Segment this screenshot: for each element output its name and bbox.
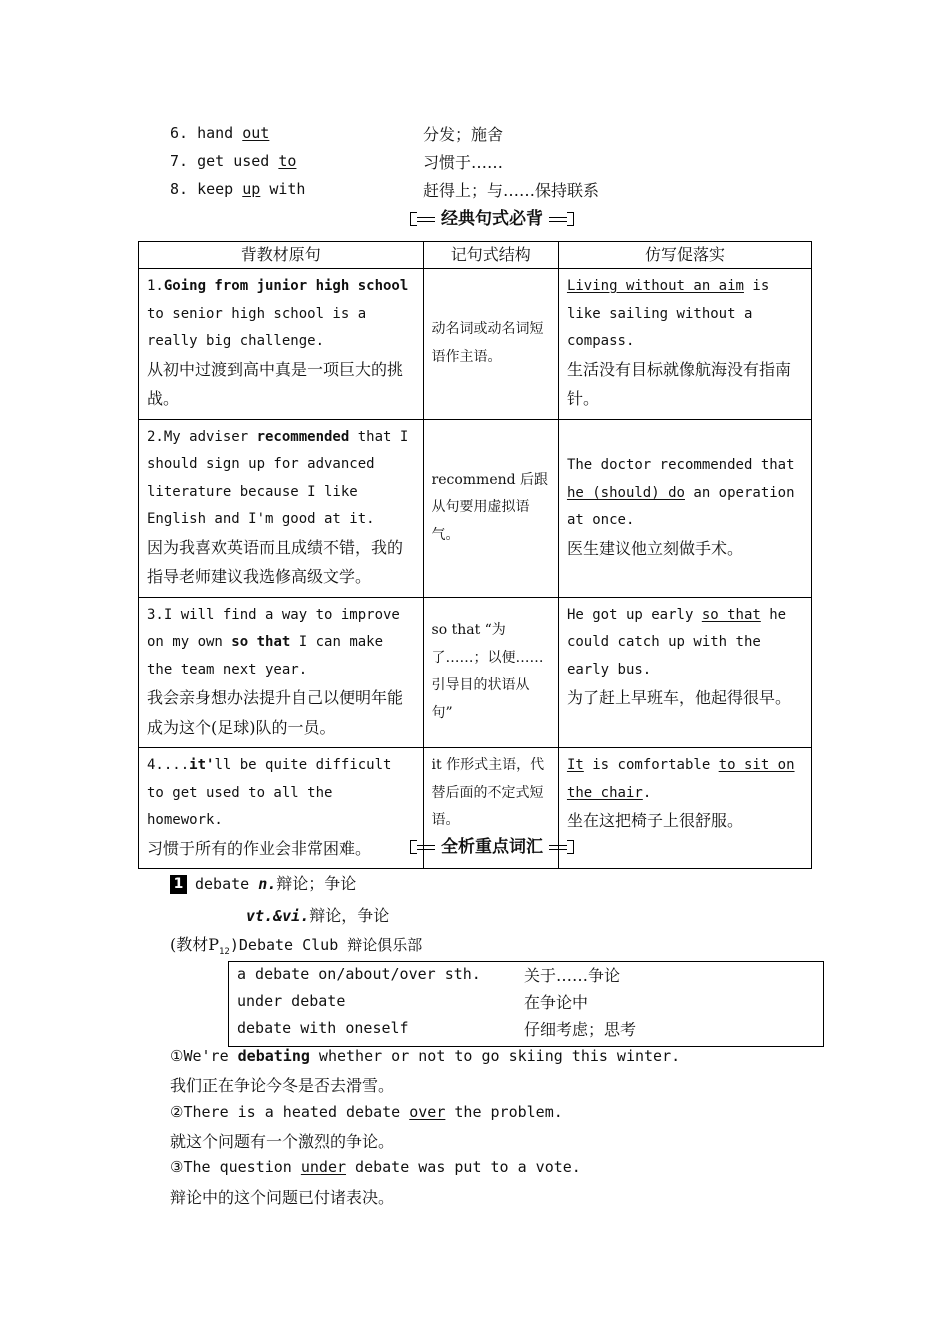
imitation-sentence: It is comfortable to sit on the chair. 坐在这把椅子上很舒服。	[558, 748, 811, 869]
table-header: 仿写促落实	[558, 242, 811, 269]
sentence-structure: so that “为了……；以便……引导目的状语从句”	[423, 597, 558, 748]
word-meaning: 辩论，争论	[309, 906, 390, 925]
collocation-row: debate with oneself 仔细考虑；思考	[237, 1019, 637, 1039]
example-translation: 我们正在争论今冬是否去滑雪。	[170, 1076, 395, 1095]
phrase-meaning: 分发；施舍	[423, 125, 504, 144]
sentence-structure: 动名词或动名词短语作主语。	[423, 269, 558, 420]
textbook-source: (教材$P_{12})Debate$ Club 辩论俱乐部	[170, 935, 423, 957]
table-header: 记句式结构	[423, 242, 558, 269]
word-entry-header	[170, 871, 356, 894]
imitation-sentence: Living without an aim is like sailing without a compass. 生活没有目标就像航海没有指南针。	[558, 269, 811, 420]
sentence-structure: recommend 后跟从句要用虚拟语气。	[423, 419, 558, 597]
imitation-sentence: He got up early so that he could catch up with the early bus. 为了赶上早班车，他起得很早。	[558, 597, 811, 748]
sentence-structure: it 作形式主语，代替后面的不定式短语。	[423, 748, 558, 869]
section-title-sentences: 经典句式必背	[410, 208, 574, 234]
collocation-row: a debate on/about/over sth. 关于……争论	[237, 965, 621, 985]
word-index-badge: 1	[170, 875, 187, 894]
example-sentence: ①We're debating whether or not to go skiing this winter.	[170, 1047, 681, 1065]
example-sentence: ②There is a heated debate over the problem.	[170, 1103, 563, 1121]
phrase-english: 6. hand out	[170, 124, 270, 142]
section-title-vocabulary: 全析重点词汇	[410, 836, 574, 862]
collocation-row: under debate 在争论中	[237, 992, 589, 1012]
table-row	[139, 419, 812, 597]
phrase-meaning: 习惯于……	[423, 153, 504, 172]
table-header-row	[139, 242, 812, 269]
table-row	[139, 269, 812, 420]
phrase-english: 8. keep up with	[170, 180, 306, 198]
phrase-item	[170, 180, 670, 204]
textbook-sentence: 1.Going from junior high school to senior high school is a really big challenge. 从初中过渡到高中真是一项巨大的挑战。	[139, 269, 424, 420]
example-translation: 就这个问题有一个激烈的争论。	[170, 1132, 395, 1151]
textbook-sentence: 2.My adviser recommended that I should sign up for advanced literature because I like English and I'm good at it. 因为我喜欢英语而且成绩不错，我的指导老师建议我选修高级文学。	[139, 419, 424, 597]
phrase-meaning: 赶得上；与……保持联系	[423, 181, 600, 200]
collocation-box	[228, 961, 824, 1047]
example-translation: 辩论中的这个问题已付诸表决。	[170, 1188, 395, 1207]
imitation-sentence: The doctor recommended that he (should) do an operation at once. 医生建议他立刻做手术。	[558, 419, 811, 597]
phrase-item	[170, 152, 670, 176]
headword: debate	[195, 875, 250, 893]
phrase-item	[170, 124, 670, 148]
textbook-sentence: 4....it'll be quite difficult to get used to all the homework. 习惯于所有的作业会非常困难。	[139, 748, 424, 869]
table-header: 背教材原句	[139, 242, 424, 269]
word-meaning: 辩论；争论	[276, 874, 357, 893]
phrase-english: 7. get used to	[170, 152, 297, 170]
example-sentence: ③The question under debate was put to a vote.	[170, 1158, 581, 1176]
textbook-sentence: 3.I will find a way to improve on my own so that I can make the team next year. 我会亲身想办法提升自己以便明年能成为这个(足球)队的一员。	[139, 597, 424, 748]
word-meaning-line	[246, 903, 389, 926]
part-of-speech: n.	[258, 875, 277, 893]
part-of-speech: vt.&vi.	[246, 907, 310, 925]
table-row	[139, 597, 812, 748]
sentence-table	[138, 241, 812, 869]
